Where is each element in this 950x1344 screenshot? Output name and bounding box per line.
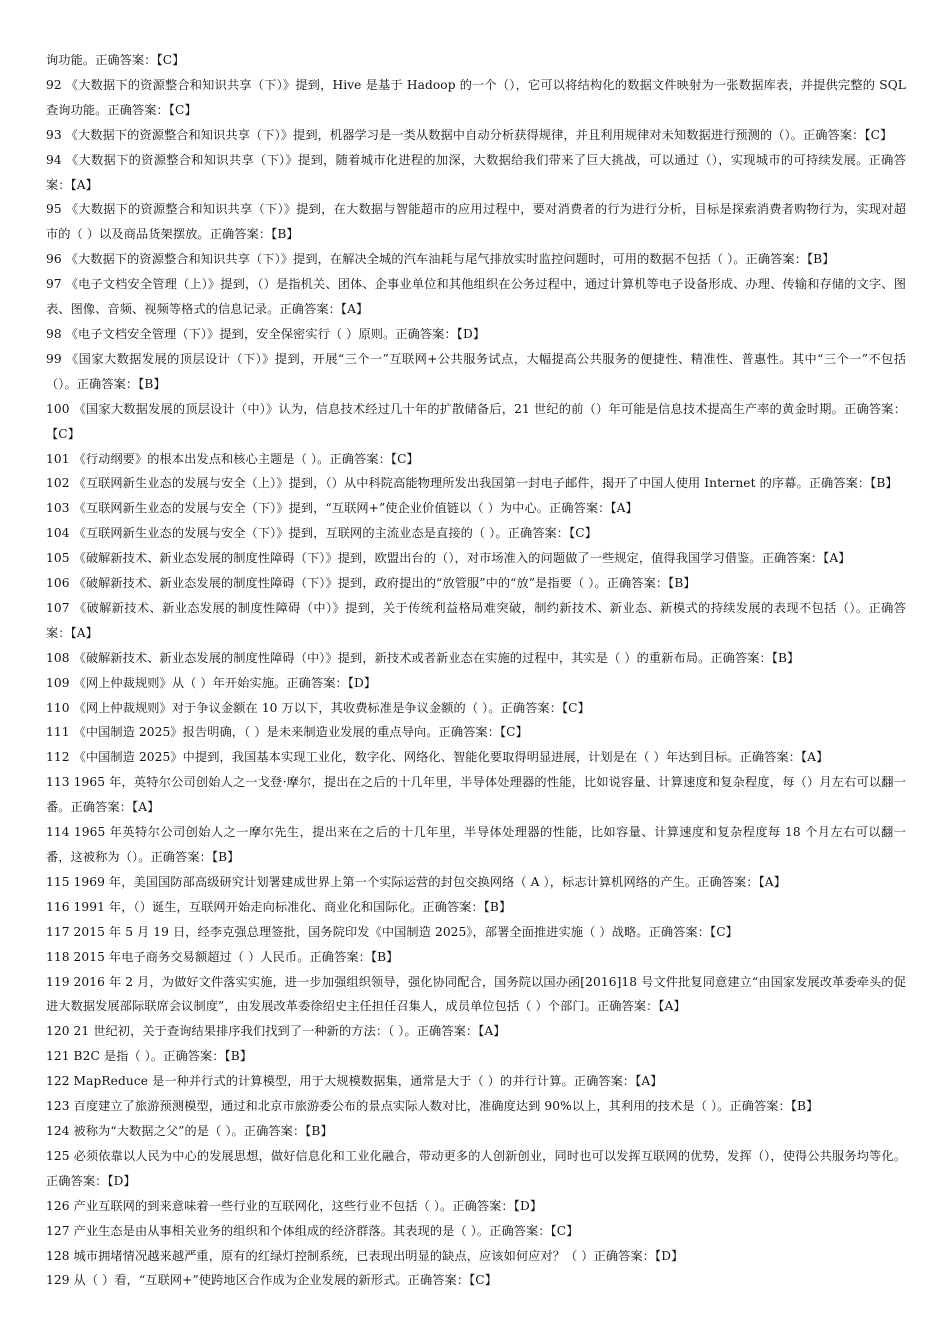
question-98: 98 《电子文档安全管理（下）》提到，安全保密实行（ ）原则。正确答案：【D】 bbox=[46, 326, 486, 341]
question-95: 95 《大数据下的资源整合和知识共享（下）》提到，在大数据与智能超市的应用过程中，要对消费者的行为进行分析，目标是探索消费者购物行为，实现对超市的（ ）以及商品货架摆放。正确答案：【B】 bbox=[46, 202, 906, 242]
question-105: 105 《破解新技术、新业态发展的制度性障碍（下）》提到，欧盟出台的（），对市场准入的问题做了一些规定，值得我国学习借鉴。正确答案：【A】 bbox=[46, 551, 851, 566]
question-106: 106 《破解新技术、新业态发展的制度性障碍（下）》提到，政府提出的“放管服”中的“放”是指要（ ）。正确答案：【B】 bbox=[46, 576, 696, 591]
question-96: 96 《大数据下的资源整合和知识共享（下）》提到，在解决全城的汽车油耗与尾气排放实时监控问题时，可用的数据不包括（ ）。正确答案：【B】 bbox=[46, 252, 835, 267]
question-103: 103 《互联网新生业态的发展与安全（下）》提到，“互联网+”使企业价值链以（ ）为中心。正确答案：【A】 bbox=[46, 501, 638, 516]
question-110: 110 《网上仲裁规则》对于争议金额在 10 万以下，其收费标准是争议金额的（ ）。正确答案：【C】 bbox=[46, 700, 590, 715]
question-125: 125 必须依靠以人民为中心的发展思想，做好信息化和工业化融合，带动更多的人创新创业，同时也可以发挥互联网的优势，发挥（），使得公共服务均等化。正确答案：【D】 bbox=[46, 1148, 906, 1188]
question-114: 114 1965 年英特尔公司创始人之一摩尔先生，提出来在之后的十几年里，半导体处理器的性能，比如容量、计算速度和复杂程度每 18 个月左右可以翻一番，这被称为（）。正确答案：【B】 bbox=[46, 825, 906, 864]
question-107: 107 《破解新技术、新业态发展的制度性障碍（中）》提到，关于传统利益格局难突破，制约新技术、新业态、新模式的持续发展的表现不包括（）。正确答案：【A】 bbox=[46, 600, 906, 640]
question-118: 118 2015 年电子商务交易额超过（ ）人民币。正确答案：【B】 bbox=[46, 949, 399, 964]
question-115: 115 1969 年，美国国防部高级研究计划署建成世界上第一个实际运营的封包交换网络（ A ），标志计算机网络的产生。正确答案：【A】 bbox=[46, 874, 787, 889]
question-93: 93 《大数据下的资源整合和知识共享（下）》提到，机器学习是一类从数据中自动分析获得规律，并且利用规律对未知数据进行预测的（）。正确答案：【C】 bbox=[46, 127, 893, 142]
question-129: 129 从（ ）看，“互联网+”使跨地区合作成为企业发展的新形式。正确答案：【C】 bbox=[46, 1273, 498, 1288]
question-120: 120 21 世纪初，关于查询结果排序我们找到了一种新的方法：（ ）。正确答案：【A】 bbox=[46, 1024, 506, 1039]
question-108: 108 《破解新技术、新业态发展的制度性障碍（中）》提到，新技术或者新业态在实施的过程中，其实是（ ）的重新布局。正确答案：【B】 bbox=[46, 650, 800, 665]
question-112: 112 《中国制造 2025》中提到，我国基本实现工业化，数字化、网络化、智能化要取得明显进展，计划是在（ ）年达到目标。正确答案：【A】 bbox=[46, 750, 829, 765]
question-92: 92 《大数据下的资源整合和知识共享（下）》提到，Hive 是基于 Hadoop 的一个（），它可以将结构化的数据文件映射为一张数据库表，并提供完整的 SQL 查询功能。正确答案：【C】 bbox=[46, 77, 906, 117]
question-99: 99 《国家大数据发展的顶层设计（下）》提到，开展“三个一”互联网+公共服务试点，大幅提高公共服务的便捷性、精准性、普惠性。其中“三个一”不包括（）。正确答案：【B】 bbox=[46, 351, 906, 391]
question-109: 109 《网上仲裁规则》从（ ）年开始实施。正确答案：【D】 bbox=[46, 675, 377, 690]
question-100: 100 《国家大数据发展的顶层设计（中）》认为，信息技术经过几十年的扩散储备后，21 世纪的前（）年可能是信息技术提高生产率的黄金时期。正确答案：【C】 bbox=[46, 401, 906, 441]
text-line: 询功能。正确答案：【C】 bbox=[46, 53, 185, 67]
question-104: 104 《互联网新生业态的发展与安全（下）》提到，互联网的主流业态是直接的（ ）。正确答案：【C】 bbox=[46, 526, 597, 541]
question-127: 127 产业生态是由从事相关业务的组织和个体组成的经济群落。其表现的是（ ）。正确答案：【C】 bbox=[46, 1223, 579, 1238]
question-123: 123 百度建立了旅游预测模型，通过和北京市旅游委公布的景点实际人数对比，准确度达到 90%以上，其利用的技术是（ ）。正确答案：【B】 bbox=[46, 1099, 819, 1114]
question-113: 113 1965 年，英特尔公司创始人之一戈登·摩尔，提出在之后的十几年里，半导体处理器的性能，比如说容量、计算速度和复杂程度，每（）月左右可以翻一番。正确答案：【A】 bbox=[46, 775, 906, 815]
question-128: 128 城市拥堵情况越来越严重，原有的红绿灯控制系统，已表现出明显的缺点，应该如何应对？（ ）正确答案：【D】 bbox=[46, 1248, 684, 1263]
question-102: 102 《互联网新生业态的发展与安全（上）》提到，（）从中科院高能物理所发出我国第一封电子邮件，揭开了中国人使用 Internet 的序幕。正确答案：【B】 bbox=[46, 476, 898, 491]
question-116: 116 1991 年，（）诞生，互联网开始走向标准化、商业化和国际化。正确答案：【B】 bbox=[46, 899, 512, 914]
question-126: 126 产业互联网的到来意味着一些行业的互联网化，这些行业不包括（ ）。正确答案：【D】 bbox=[46, 1198, 543, 1213]
question-97: 97 《电子文档安全管理（上）》提到，（）是指机关、团体、企事业单位和其他组织在公务过程中，通过计算机等电子设备形成、办理、传输和存储的文字、图表、图像、音频、视频等格式的信息记录。正确答案：【A】 bbox=[46, 277, 906, 317]
question-117: 117 2015 年 5 月 19 日，经李克强总理签批，国务院印发《中国制造 2025》，部署全面推进实施（ ）战略。正确答案：【C】 bbox=[46, 924, 738, 939]
question-122: 122 MapReduce 是一种并行式的计算模型，用于大规模数据集，通常是大于（ ）的并行计算。正确答案：【A】 bbox=[46, 1074, 663, 1089]
question-94: 94 《大数据下的资源整合和知识共享（下）》提到，随着城市化进程的加深，大数据给我们带来了巨大挑战，可以通过（），实现城市的可持续发展。正确答案：【A】 bbox=[46, 152, 906, 192]
question-119: 119 2016 年 2 月，为做好文件落实实施，进一步加强组织领导，强化协同配合，国务院以国办函[2016]18 号文件批复同意建立“由国家发展改革委牵头的促进大数据发展部际联席会议制度”，由发展改革委徐绍史主任担任召集人，成员单位包括（ ）个部门。正确答案：【A】 bbox=[46, 974, 906, 1014]
question-101: 101 《行动纲要》的根本出发点和核心主题是（ ）。正确答案：【C】 bbox=[46, 451, 419, 466]
question-124: 124 被称为“大数据之父”的是（ ）。正确答案：【B】 bbox=[46, 1123, 333, 1138]
question-121: 121 B2C 是指（ ）。正确答案：【B】 bbox=[46, 1049, 253, 1064]
question-111: 111 《中国制造 2025》报告明确，（ ）是未来制造业发展的重点导向。正确答案：【C】 bbox=[46, 725, 528, 740]
document-page bbox=[46, 48, 906, 1293]
